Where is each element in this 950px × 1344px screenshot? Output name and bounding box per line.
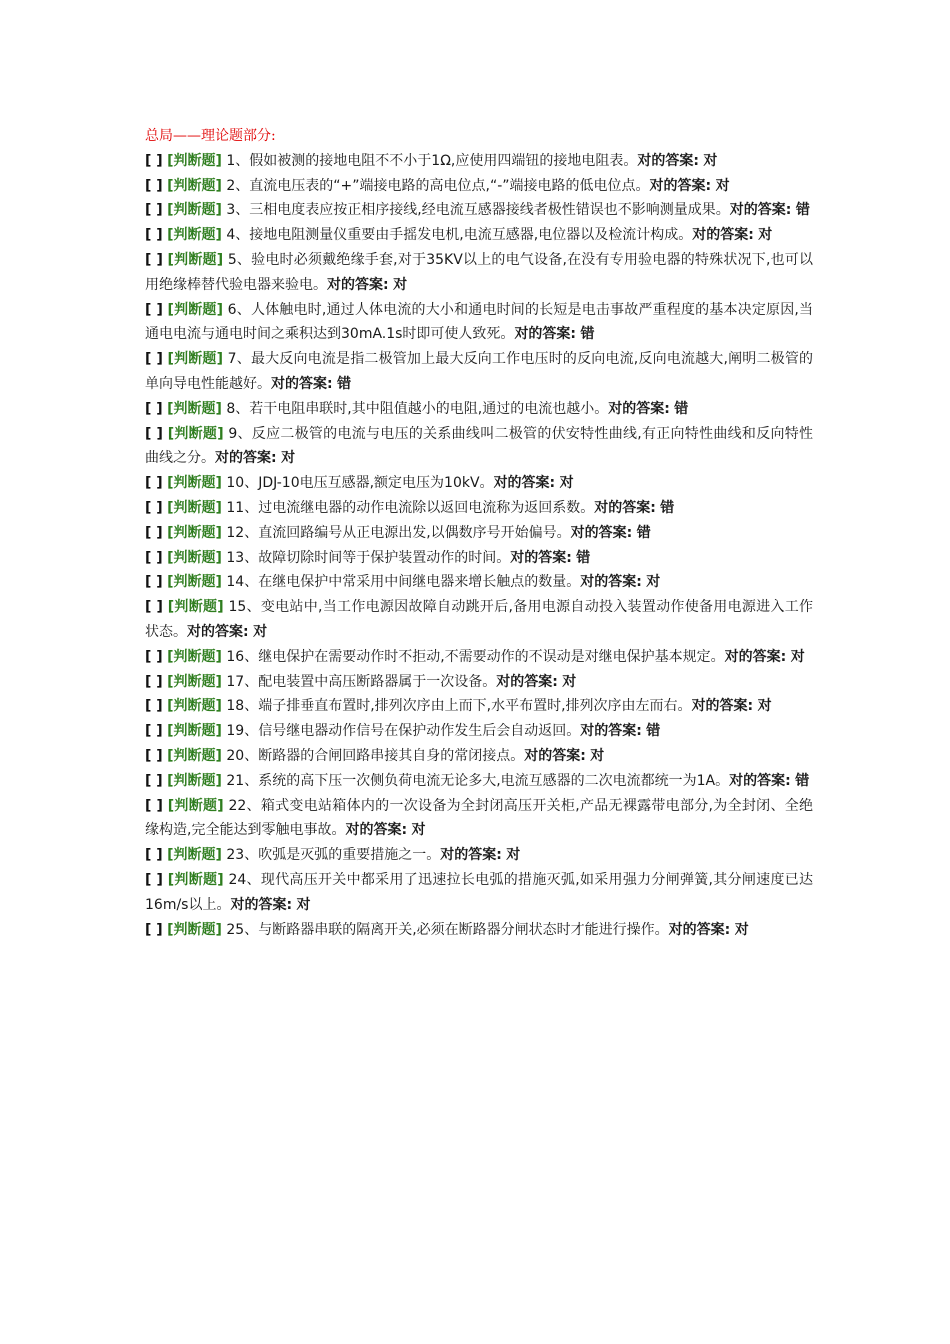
- answer-label: 对的答案:: [637, 152, 699, 169]
- question-bracket: [ ]: [145, 524, 163, 541]
- answer-label: 对的答案:: [608, 400, 670, 417]
- question-type-label: [判断题]: [167, 673, 222, 690]
- question-type-label: [判断题]: [167, 574, 222, 591]
- question-type-label: [判断题]: [167, 400, 222, 417]
- answer-label: 对的答案:: [668, 921, 731, 938]
- answer-label: 对的答案:: [724, 648, 787, 665]
- question-type-label: [判断题]: [167, 475, 222, 492]
- answer-value: 错: [660, 499, 675, 516]
- question-item: [145, 670, 813, 695]
- question-item: [145, 868, 813, 918]
- question-bracket: [ ]: [145, 301, 163, 318]
- question-text: 直流电压表的“+”端接电路的高电位点,“-”端接电路的低电位点。: [249, 177, 650, 194]
- section-title: 总局——理论题部分:: [145, 128, 276, 144]
- answer-value: 对: [281, 450, 296, 467]
- question-number: 22、: [228, 797, 261, 814]
- question-bracket: [ ]: [145, 400, 163, 417]
- question-number: 9、: [228, 425, 252, 442]
- question-bracket: [ ]: [145, 152, 163, 169]
- question-text: 若干电阻串联时,其中阻值越小的电阻,通过的电流也越小。: [249, 400, 609, 417]
- question-list: [145, 149, 813, 943]
- question-bracket: [ ]: [145, 425, 163, 442]
- question-bracket: [ ]: [145, 747, 163, 764]
- question-number: 15、: [228, 599, 261, 616]
- question-bracket: [ ]: [145, 599, 163, 616]
- question-item: [145, 595, 813, 645]
- question-type-label: [判断题]: [167, 177, 222, 194]
- question-item: [145, 694, 813, 719]
- document-body: [145, 124, 813, 942]
- question-number: 23、: [226, 847, 259, 864]
- question-text: 人体触电时,通过人体电流的大小和通电时间的长短是电击事故严重程度的基本决定原因,当通电电流与通电时间之乘积达到30mA.1s时即可使人致死。: [145, 301, 814, 343]
- question-type-label: [判断题]: [167, 351, 224, 368]
- answer-label: 对的答案:: [271, 375, 333, 392]
- answer-label: 对的答案:: [510, 549, 572, 566]
- question-bracket: [ ]: [145, 251, 163, 268]
- question-type-label: [判断题]: [167, 499, 222, 516]
- question-number: 11、: [226, 499, 259, 516]
- question-text: 反应二极管的电流与电压的关系曲线叫二极管的伏安特性曲线,有正向特性曲线和反向特性曲线之分。: [145, 425, 814, 467]
- question-type-label: [判断题]: [167, 227, 222, 244]
- question-number: 3、: [226, 202, 250, 219]
- question-item: [145, 248, 813, 298]
- question-text: 与断路器串联的隔离开关,必须在断路器分闸状态时才能进行操作。: [258, 921, 669, 938]
- question-text: 故障切除时间等于保护装置动作的时间。: [258, 549, 511, 566]
- question-item: [145, 719, 813, 744]
- question-item: [145, 570, 813, 595]
- question-item: [145, 149, 813, 174]
- question-number: 14、: [226, 574, 259, 591]
- answer-label: 对的答案:: [594, 499, 656, 516]
- question-type-label: [判断题]: [167, 747, 222, 764]
- question-bracket: [ ]: [145, 921, 163, 938]
- question-number: 19、: [226, 723, 259, 740]
- answer-label: 对的答案:: [230, 896, 293, 913]
- answer-label: 对的答案:: [580, 723, 642, 740]
- question-text: 过电流继电器的动作电流除以返回电流称为返回系数。: [258, 499, 595, 516]
- question-number: 6、: [227, 301, 251, 318]
- question-bracket: [ ]: [145, 698, 163, 715]
- answer-value: 错: [795, 202, 810, 219]
- answer-value: 对: [506, 847, 521, 864]
- question-item: [145, 397, 813, 422]
- question-item: [145, 223, 813, 248]
- question-type-label: [判断题]: [167, 797, 224, 814]
- question-text: JDJ-10电压互感器,额定电压为10kV。: [258, 475, 494, 492]
- question-type-label: [判断题]: [167, 524, 222, 541]
- answer-value: 错: [337, 375, 352, 392]
- question-number: 1、: [226, 152, 250, 169]
- question-number: 4、: [226, 227, 250, 244]
- answer-label: 对的答案:: [514, 326, 577, 343]
- question-type-label: [判断题]: [167, 599, 224, 616]
- answer-label: 对的答案:: [691, 698, 754, 715]
- question-type-label: [判断题]: [167, 648, 222, 665]
- question-type-label: [判断题]: [167, 847, 222, 864]
- answer-label: 对的答案:: [327, 276, 389, 293]
- answer-value: 对: [590, 747, 605, 764]
- question-bracket: [ ]: [145, 847, 163, 864]
- question-bracket: [ ]: [145, 177, 163, 194]
- question-text: 验电时必须戴绝缘手套,对于35KV以上的电气设备,在没有专用验电器的特殊状况下,也可以用绝缘棒替代验电器来验电。: [145, 251, 814, 293]
- answer-value: 对: [393, 276, 408, 293]
- question-item: [145, 918, 813, 943]
- question-text: 接地电阻测量仪重要由手摇发电机,电流互感器,电位器以及检流计构成。: [249, 227, 693, 244]
- question-number: 16、: [226, 648, 259, 665]
- answer-value: 错: [636, 524, 651, 541]
- answer-value: 对: [758, 227, 773, 244]
- answer-label: 对的答案:: [729, 202, 792, 219]
- question-type-label: [判断题]: [167, 698, 222, 715]
- answer-value: 对: [253, 623, 268, 640]
- question-item: [145, 769, 813, 794]
- question-bracket: [ ]: [145, 351, 163, 368]
- answer-label: 对的答案:: [729, 772, 791, 789]
- question-text: 信号继电器动作信号在保护动作发生后会自动返回。: [258, 723, 581, 740]
- question-text: 吹弧是灭弧的重要措施之一。: [258, 847, 441, 864]
- question-type-label: [判断题]: [167, 152, 222, 169]
- question-number: 2、: [226, 177, 250, 194]
- question-type-label: [判断题]: [167, 921, 222, 938]
- answer-value: 错: [795, 772, 810, 789]
- question-item: [145, 298, 813, 348]
- question-bracket: [ ]: [145, 475, 163, 492]
- question-item: [145, 645, 813, 670]
- question-text: 端子排垂直布置时,排列次序由上而下,水平布置时,排列次序由左而右。: [258, 698, 692, 715]
- answer-label: 对的答案:: [524, 747, 586, 764]
- question-bracket: [ ]: [145, 227, 163, 244]
- question-text: 现代高压开关中都采用了迅速拉长电弧的措施灭弧,如采用强力分闸弹簧,其分闸速度已达16m/s以上。: [145, 871, 814, 913]
- question-bracket: [ ]: [145, 499, 163, 516]
- question-text: 在继电保护中常采用中间继电器来增长触点的数量。: [258, 574, 581, 591]
- question-number: 18、: [226, 698, 259, 715]
- answer-label: 对的答案:: [570, 524, 633, 541]
- answer-label: 对的答案:: [580, 574, 642, 591]
- question-type-label: [判断题]: [167, 723, 222, 740]
- question-text: 断路器的合闸回路串接其自身的常闭接点。: [258, 747, 525, 764]
- question-number: 8、: [226, 400, 250, 417]
- question-text: 假如被测的接地电阻不不小于1Ω,应使用四端钮的接地电阻表。: [249, 152, 638, 169]
- answer-label: 对的答案:: [345, 822, 408, 839]
- question-item: [145, 794, 813, 844]
- question-type-label: [判断题]: [167, 871, 224, 888]
- question-number: 5、: [227, 251, 252, 268]
- answer-label: 对的答案:: [649, 177, 712, 194]
- question-item: [145, 471, 813, 496]
- question-number: 12、: [226, 524, 259, 541]
- answer-label: 对的答案:: [692, 227, 754, 244]
- question-item: [145, 744, 813, 769]
- question-item: [145, 198, 813, 223]
- question-item: [145, 422, 813, 472]
- question-type-label: [判断题]: [167, 202, 222, 219]
- question-bracket: [ ]: [145, 772, 163, 789]
- question-item: [145, 521, 813, 546]
- answer-label: 对的答案:: [440, 847, 502, 864]
- question-number: 17、: [226, 673, 259, 690]
- question-text: 最大反向电流是指二极管加上最大反向工作电压时的反向电流,反向电流越大,阐明二极管的单向导电性能越好。: [145, 351, 814, 392]
- question-bracket: [ ]: [145, 549, 163, 566]
- question-text: 系统的高下压一次侧负荷电流无论多大,电流互感器的二次电流都统一为1A。: [258, 772, 730, 789]
- answer-value: 对: [411, 822, 426, 839]
- answer-value: 对: [559, 475, 574, 492]
- question-number: 10、: [226, 475, 259, 492]
- question-text: 箱式变电站箱体内的一次设备为全封闭高压开关柜,产品无裸露带电部分,为全封闭、全绝缘构造,完全能达到零触电事故。: [145, 797, 814, 839]
- answer-value: 对: [646, 574, 661, 591]
- question-number: 24、: [228, 871, 261, 888]
- question-bracket: [ ]: [145, 202, 163, 219]
- question-number: 21、: [226, 772, 259, 789]
- question-item: [145, 843, 813, 868]
- question-item: [145, 546, 813, 571]
- question-type-label: [判断题]: [167, 772, 222, 789]
- question-text: 继电保护在需要动作时不拒动,不需要动作的不误动是对继电保护基本规定。: [258, 648, 725, 665]
- answer-value: 对: [715, 177, 730, 194]
- question-text: 直流回路编号从正电源出发,以偶数序号开始偏号。: [258, 524, 571, 541]
- answer-value: 对: [734, 921, 749, 938]
- answer-label: 对的答案:: [493, 475, 556, 492]
- question-bracket: [ ]: [145, 871, 163, 888]
- question-type-label: [判断题]: [167, 549, 222, 566]
- question-bracket: [ ]: [145, 797, 163, 814]
- question-item: [145, 496, 813, 521]
- answer-value: 对: [296, 896, 311, 913]
- question-text: 变电站中,当工作电源因故障自动跳开后,备用电源自动投入装置动作使备用电源进入工作状态。: [145, 599, 814, 640]
- question-number: 25、: [226, 921, 259, 938]
- question-bracket: [ ]: [145, 648, 163, 665]
- question-type-label: [判断题]: [167, 301, 224, 318]
- answer-value: 错: [646, 723, 661, 740]
- answer-value: 对: [703, 152, 718, 169]
- answer-value: 错: [580, 326, 595, 343]
- answer-value: 错: [576, 549, 591, 566]
- answer-label: 对的答案:: [187, 623, 249, 640]
- question-bracket: [ ]: [145, 574, 163, 591]
- question-bracket: [ ]: [145, 723, 163, 740]
- question-type-label: [判断题]: [167, 425, 224, 442]
- answer-value: 对: [562, 673, 577, 690]
- answer-label: 对的答案:: [496, 673, 558, 690]
- question-bracket: [ ]: [145, 673, 163, 690]
- answer-value: 对: [790, 648, 805, 665]
- question-text: 三相电度表应按正相序接线,经电流互感器接线者极性错误也不影响测量成果。: [249, 202, 730, 219]
- answer-value: 对: [757, 698, 772, 715]
- question-text: 配电装置中高压断路器属于一次设备。: [258, 673, 497, 690]
- answer-label: 对的答案:: [215, 450, 277, 467]
- question-item: [145, 174, 813, 199]
- question-number: 7、: [227, 351, 251, 368]
- question-item: [145, 347, 813, 397]
- answer-value: 错: [674, 400, 689, 417]
- question-number: 13、: [226, 549, 259, 566]
- question-type-label: [判断题]: [167, 251, 224, 268]
- question-number: 20、: [226, 747, 259, 764]
